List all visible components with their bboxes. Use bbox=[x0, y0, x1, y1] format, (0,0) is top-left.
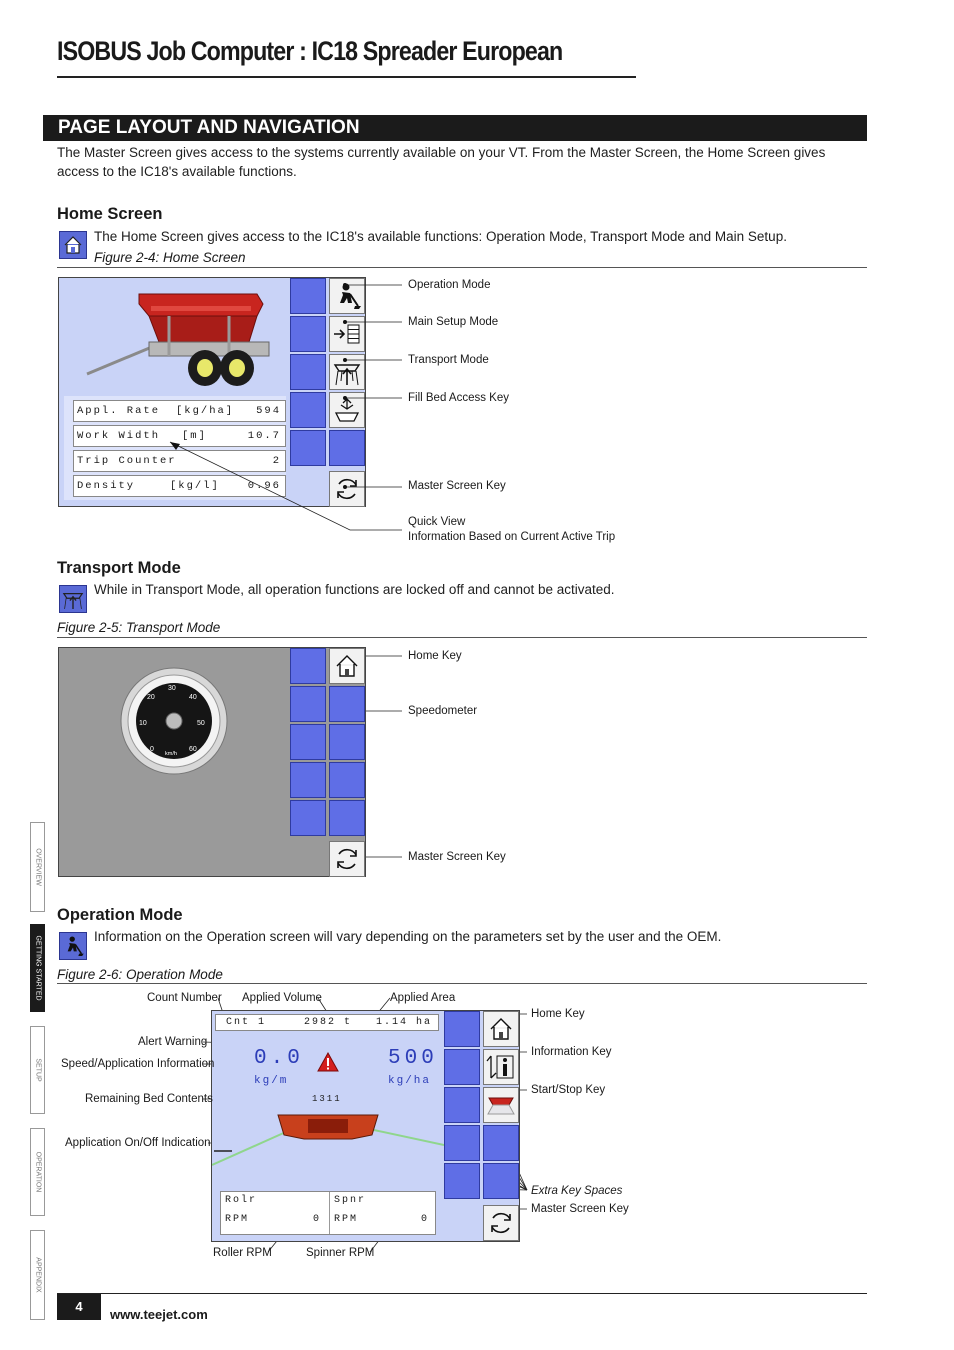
side-tab-appendix[interactable]: APPENDIX bbox=[30, 1230, 45, 1320]
callout-application-onoff: Application On/Off Indication bbox=[65, 1137, 211, 1149]
rate-value: 500 bbox=[388, 1047, 438, 1070]
callout-transport-mode: Transport Mode bbox=[408, 354, 489, 366]
applied-volume: 2982 t bbox=[304, 1017, 353, 1028]
master-screen-icon bbox=[484, 1206, 518, 1240]
figure-rule bbox=[57, 637, 867, 638]
worker-icon bbox=[59, 932, 87, 960]
callout-speed-application: Speed/Application Information bbox=[61, 1058, 215, 1070]
footer-url[interactable]: www.teejet.com bbox=[110, 1307, 208, 1322]
extra-key-space[interactable] bbox=[483, 1125, 519, 1161]
gauge-tick: 50 bbox=[197, 720, 205, 727]
roller-unit: RPM bbox=[225, 1214, 250, 1225]
remaining-bed-contents: 1311 bbox=[312, 1094, 342, 1104]
qv-label: Work Width bbox=[77, 430, 161, 442]
soft-key-empty[interactable] bbox=[290, 648, 326, 684]
operation-heading: Operation Mode bbox=[57, 906, 183, 924]
operation-screen-figure bbox=[211, 1010, 520, 1242]
spreader-view bbox=[212, 1105, 444, 1171]
rate-unit: kg/ha bbox=[388, 1075, 432, 1087]
qv-value: 594 bbox=[256, 405, 281, 417]
callout-count-number: Count Number bbox=[147, 992, 222, 1004]
callout-master-screen: Master Screen Key bbox=[408, 480, 506, 492]
callout-home-key: Home Key bbox=[531, 1008, 585, 1020]
soft-key-empty[interactable] bbox=[290, 762, 326, 798]
spinner-unit: RPM bbox=[334, 1214, 359, 1225]
home-text: The Home Screen gives access to the IC18's available functions: Operation Mode, Transport Mode and Main Setup. bbox=[94, 229, 787, 244]
figure-rule bbox=[57, 983, 867, 984]
home-icon bbox=[484, 1012, 518, 1046]
extra-key-space[interactable] bbox=[483, 1163, 519, 1199]
soft-key-empty[interactable] bbox=[329, 762, 365, 798]
gauge-tick: 30 bbox=[168, 685, 176, 692]
soft-key-empty[interactable] bbox=[290, 724, 326, 760]
transport-figure-caption: Figure 2-5: Transport Mode bbox=[57, 620, 221, 635]
callout-speedometer: Speedometer bbox=[408, 705, 478, 717]
side-tab-getting-started[interactable]: GETTING STARTED bbox=[30, 924, 45, 1012]
qv-label: Trip Counter bbox=[77, 455, 177, 467]
callout-start-stop-key: Start/Stop Key bbox=[531, 1084, 606, 1096]
gauge-tick: 0 bbox=[150, 746, 154, 753]
qv-value: 2 bbox=[272, 455, 281, 467]
information-key[interactable] bbox=[483, 1049, 519, 1085]
applied-area: 1.14 ha bbox=[376, 1017, 433, 1028]
gauge-tick: 20 bbox=[147, 694, 155, 701]
start-stop-key[interactable] bbox=[483, 1087, 519, 1123]
qv-value: 10.7 bbox=[247, 430, 281, 442]
callout-operation-mode: Operation Mode bbox=[408, 279, 491, 291]
gauge-unit: km/h bbox=[165, 751, 177, 757]
transport-heading: Transport Mode bbox=[57, 559, 181, 577]
qv-value: 0.96 bbox=[247, 480, 281, 492]
master-screen-key[interactable] bbox=[483, 1205, 519, 1241]
spinner-label: Spnr bbox=[334, 1195, 367, 1206]
extra-key-space[interactable] bbox=[444, 1163, 480, 1199]
soft-key-empty[interactable] bbox=[329, 800, 365, 836]
callout-applied-area: Applied Area bbox=[390, 992, 456, 1004]
master-screen-key[interactable] bbox=[329, 841, 365, 877]
extra-key-space[interactable] bbox=[444, 1125, 480, 1161]
side-tab-setup[interactable]: SETUP bbox=[30, 1026, 45, 1114]
callout-information-key: Information Key bbox=[531, 1046, 612, 1058]
soft-key-empty[interactable] bbox=[290, 800, 326, 836]
side-tab-operation[interactable]: OPERATION bbox=[30, 1128, 45, 1216]
extra-key-space[interactable] bbox=[444, 1087, 480, 1123]
callout-main-setup: Main Setup Mode bbox=[408, 316, 499, 328]
operation-top-bar bbox=[215, 1014, 439, 1031]
soft-key-empty[interactable] bbox=[329, 686, 365, 722]
operation-figure-caption: Figure 2-6: Operation Mode bbox=[57, 967, 223, 982]
qv-unit: [m] bbox=[182, 430, 207, 442]
speed-value: 0.0 bbox=[254, 1047, 304, 1070]
home-icon bbox=[330, 649, 364, 683]
callout-applied-volume: Applied Volume bbox=[242, 992, 322, 1004]
transport-icon bbox=[59, 585, 87, 613]
soft-key-empty[interactable] bbox=[290, 686, 326, 722]
gauge-tick: 40 bbox=[189, 694, 197, 701]
callout-roller-rpm: Roller RPM bbox=[213, 1247, 272, 1259]
callout-remaining-bed: Remaining Bed Contents bbox=[85, 1093, 213, 1105]
callout-extra-key-spaces: Extra Key Spaces bbox=[531, 1185, 623, 1197]
speedometer bbox=[119, 666, 229, 776]
roller-label: Rolr bbox=[225, 1195, 258, 1206]
transport-text: While in Transport Mode, all operation functions are locked off and cannot be activated. bbox=[94, 582, 615, 597]
qv-label: Appl. Rate bbox=[77, 405, 161, 417]
extra-key-space[interactable] bbox=[444, 1049, 480, 1085]
roller-rpm-value: 0 bbox=[313, 1214, 322, 1225]
transport-screen-figure bbox=[58, 647, 366, 877]
master-screen-icon bbox=[330, 842, 364, 876]
gauge-tick: 10 bbox=[139, 720, 147, 727]
rpm-panel bbox=[220, 1191, 436, 1235]
callout-fill-bed: Fill Bed Access Key bbox=[408, 392, 509, 404]
operation-text: Information on the Operation screen will vary depending on the parameters set by the user and the OEM. bbox=[94, 929, 722, 944]
footer-rule bbox=[57, 1293, 867, 1294]
home-figure-caption: Figure 2-4: Home Screen bbox=[94, 250, 246, 265]
soft-key-empty[interactable] bbox=[329, 724, 365, 760]
extra-key-space[interactable] bbox=[444, 1011, 480, 1047]
spinner-rpm-value: 0 bbox=[421, 1214, 430, 1225]
callout-quick-view: Quick View bbox=[408, 516, 466, 528]
qv-unit: [kg/l] bbox=[170, 480, 220, 492]
callout-master-screen: Master Screen Key bbox=[408, 851, 506, 863]
speed-unit: kg/m bbox=[254, 1075, 289, 1087]
callout-spinner-rpm: Spinner RPM bbox=[306, 1247, 375, 1259]
home-heading: Home Screen bbox=[57, 205, 163, 223]
count-number: Cnt 1 bbox=[226, 1017, 267, 1028]
callout-master-screen: Master Screen Key bbox=[531, 1203, 629, 1215]
callout-quick-view-info: Information Based on Current Active Trip bbox=[408, 531, 616, 543]
callout-alert-warning: Alert Warning bbox=[138, 1036, 208, 1048]
section-title: PAGE LAYOUT AND NAVIGATION bbox=[43, 115, 867, 141]
start-stop-icon bbox=[484, 1088, 518, 1122]
home-key[interactable] bbox=[329, 648, 365, 684]
qv-unit: [kg/ha] bbox=[176, 405, 235, 417]
gauge-tick: 60 bbox=[189, 746, 197, 753]
alert-icon bbox=[317, 1052, 339, 1072]
side-tab-overview[interactable]: OVERVIEW bbox=[30, 822, 45, 912]
callout-home-key: Home Key bbox=[408, 650, 462, 662]
info-icon bbox=[484, 1050, 518, 1084]
document-title: ISOBUS Job Computer : IC18 Spreader European bbox=[57, 36, 563, 66]
home-key[interactable] bbox=[483, 1011, 519, 1047]
section-intro: The Master Screen gives access to the systems currently available on your VT. From the Master Screen, the Home Screen gives access to the IC18's available functions. bbox=[57, 145, 826, 179]
qv-label: Density bbox=[77, 480, 136, 492]
page-number: 4 bbox=[57, 1294, 101, 1320]
